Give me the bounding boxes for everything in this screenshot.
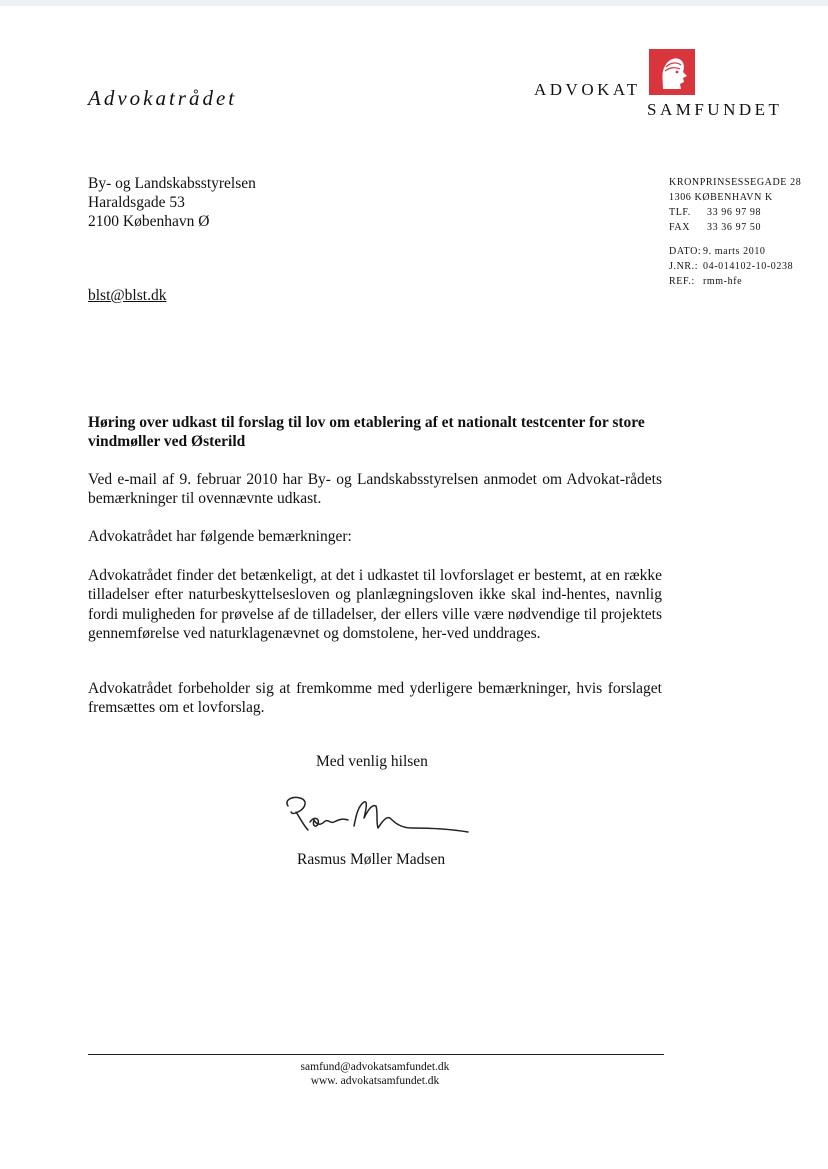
phone-label: TLF. <box>669 207 691 218</box>
journal-number <box>669 259 801 274</box>
reference <box>669 274 801 289</box>
signer-name: Rasmus Møller Madsen <box>297 851 446 868</box>
letter-date <box>669 244 801 259</box>
date-value: 9. marts 2010 <box>703 246 766 257</box>
sender-name: Advokatrådet <box>88 86 238 110</box>
logo-text-samfundet: SAMFUNDET <box>647 100 783 119</box>
contact-fax <box>669 220 801 235</box>
paragraph-2: Advokatrådet har følgende bemærkninger: <box>88 528 352 545</box>
jnr-value: 04-014102-10-0238 <box>703 261 794 272</box>
top-edge-band <box>0 0 828 6</box>
ref-label: REF.: <box>669 276 695 287</box>
paragraph-4: Advokatrådet forbeholder sig at fremkomme med yderligere bemærkninger, hvis forslaget fremsættes om et lovforslag. <box>88 680 662 717</box>
fax-number: 33 36 97 50 <box>707 222 762 233</box>
recipient-street: Haraldsgade 53 <box>88 194 185 211</box>
handwritten-signature <box>282 792 472 840</box>
letter-subject: Høring over udkast til forslag til lov om etablering af et nationalt testcenter for store vindmøller ved Østerild <box>88 414 645 450</box>
recipient-email-link[interactable]: blst@blst.dk <box>88 287 167 304</box>
footer-divider <box>88 1054 664 1055</box>
sender-contact-block <box>669 175 801 289</box>
footer-email[interactable]: samfund@advokatsamfundet.dk <box>300 1061 450 1073</box>
jnr-label: J.NR.: <box>669 261 699 272</box>
date-label: DATO: <box>669 246 702 257</box>
recipient-address <box>88 174 256 231</box>
phone-number: 33 96 97 98 <box>707 207 762 218</box>
recipient-name: By- og Landskabsstyrelsen <box>88 175 256 192</box>
contact-city: 1306 KØBENHAVN K <box>669 192 773 203</box>
closing-greeting: Med venlig hilsen <box>316 753 428 770</box>
recipient-city: 2100 København Ø <box>88 213 210 230</box>
logo-text-advokat: ADVOKAT <box>534 80 641 99</box>
footer-website[interactable]: www. advokatsamfundet.dk <box>310 1075 440 1087</box>
advokatsamfundet-logo-icon <box>649 49 695 95</box>
ref-value: rmm-hfe <box>703 276 743 287</box>
fax-label: FAX <box>669 222 691 233</box>
contact-phone <box>669 205 801 220</box>
paragraph-1: Ved e-mail af 9. februar 2010 har By- og Landskabsstyrelsen anmodet om Advokat-rådets bemærkninger til ovennævnte udkast. <box>88 471 662 508</box>
paragraph-3: Advokatrådet finder det betænkeligt, at det i udkastet til lovforslaget er bestemt, at en række tilladelser efter naturbeskyttelsesloven og planlægningsloven ikke skal ind-hentes, navnlig fordi muligheden for prøvelse af de tilladelser, der ellers ville være nødvendige til projektets gennemførelse ved naturklagenævnet og domstolene, her-ved unddrages. <box>88 567 662 642</box>
contact-street: KRONPRINSESSEGADE 28 <box>669 177 802 188</box>
